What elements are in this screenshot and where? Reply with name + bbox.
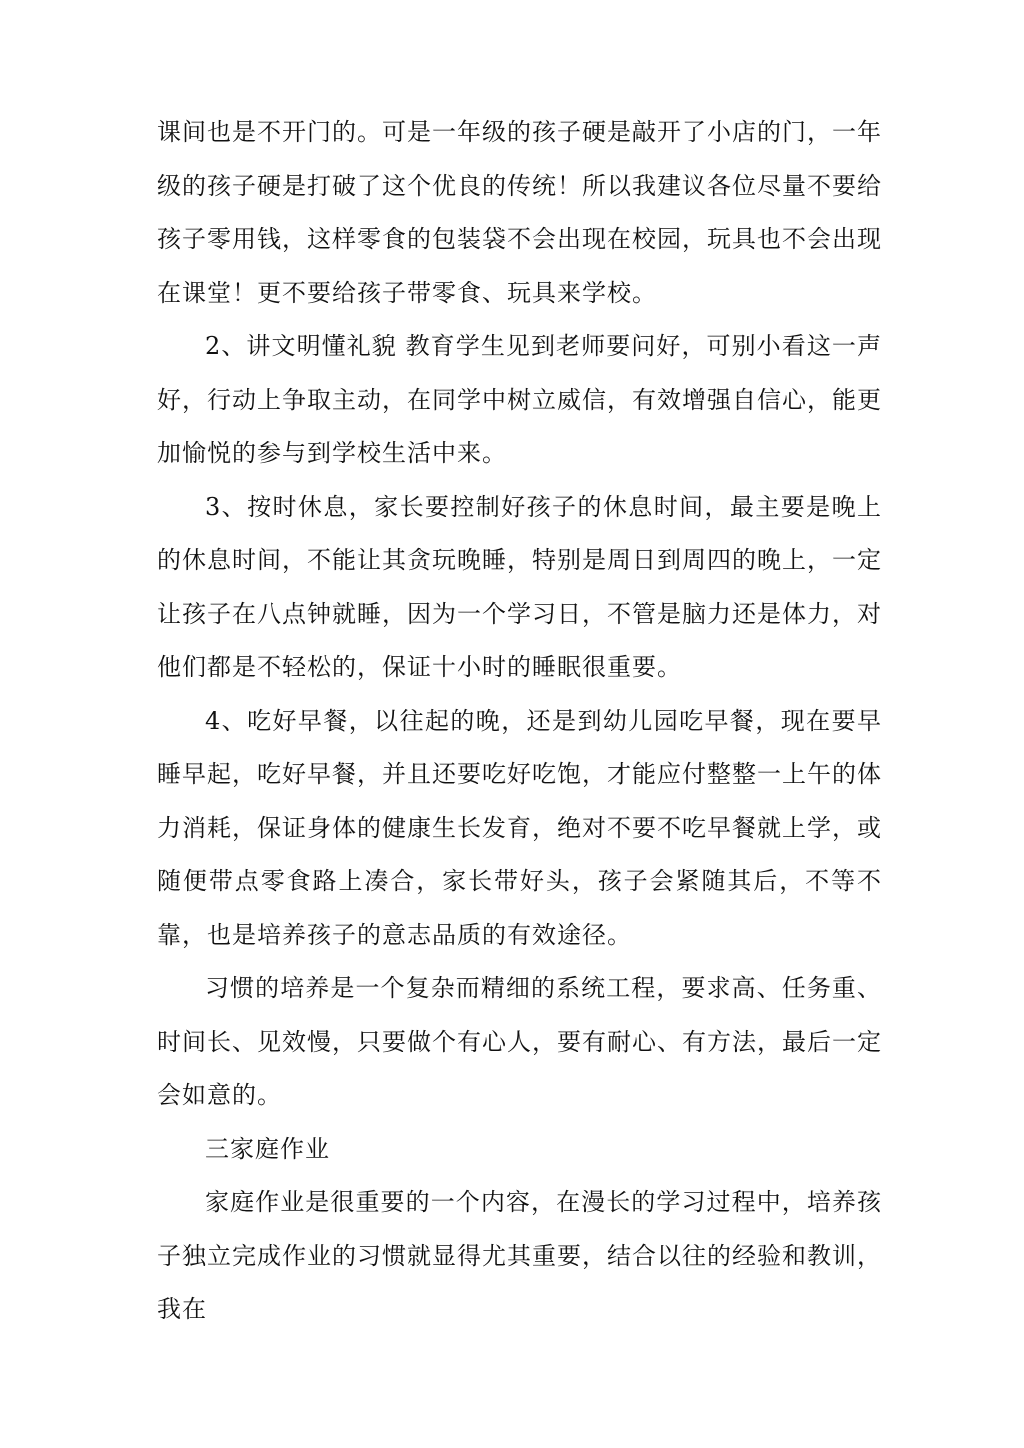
paragraph-homework: 家庭作业是很重要的一个内容，在漫长的学习过程中，培养孩子独立完成作业的习惯就显得尤其重要，结合以往的经验和教训，我在 xyxy=(157,1188,882,1323)
paragraph-continuation: 课间也是不开门的。可是一年级的孩子硬是敲开了小店的门，一年级的孩子硬是打破了这个优良的传统！所以我建议各位尽量不要给孩子零用钱，这样零食的包装袋不会出现在校园，玩具也不会出现在课堂！更不要给孩子带零食、玩具来学校。 xyxy=(157,118,882,307)
document-body xyxy=(157,106,882,1337)
paragraph-item-2-manners: 2、讲文明懂礼貌 教育学生见到老师要问好，可别小看这一声好，行动上争取主动，在同学中树立威信，有效增强自信心，能更加愉悦的参与到学校生活中来。 xyxy=(157,332,882,467)
paragraph-habit-summary: 习惯的培养是一个复杂而精细的系统工程，要求高、任务重、时间长、见效慢，只要做个有心人，要有耐心、有方法，最后一定会如意的。 xyxy=(157,974,882,1109)
paragraph-item-4-breakfast: 4、吃好早餐，以往起的晚，还是到幼儿园吃早餐，现在要早睡早起，吃好早餐，并且还要吃好吃饱，才能应付整整一上午的体力消耗，保证身体的健康生长发育，绝对不要不吃早餐就上学，或随便带点零食路上凑合，家长带好头，孩子会紧随其后，不等不靠，也是培养孩子的意志品质的有效途径。 xyxy=(157,706,882,949)
section-heading-homework: 三家庭作业 xyxy=(205,1134,330,1163)
paragraph-item-3-rest: 3、按时休息，家长要控制好孩子的休息时间，最主要是晚上的休息时间，不能让其贪玩晚睡，特别是周日到周四的晚上，一定让孩子在八点钟就睡，因为一个学习日，不管是脑力还是体力，对他们都是不轻松的，保证十小时的睡眠很重要。 xyxy=(157,492,882,681)
